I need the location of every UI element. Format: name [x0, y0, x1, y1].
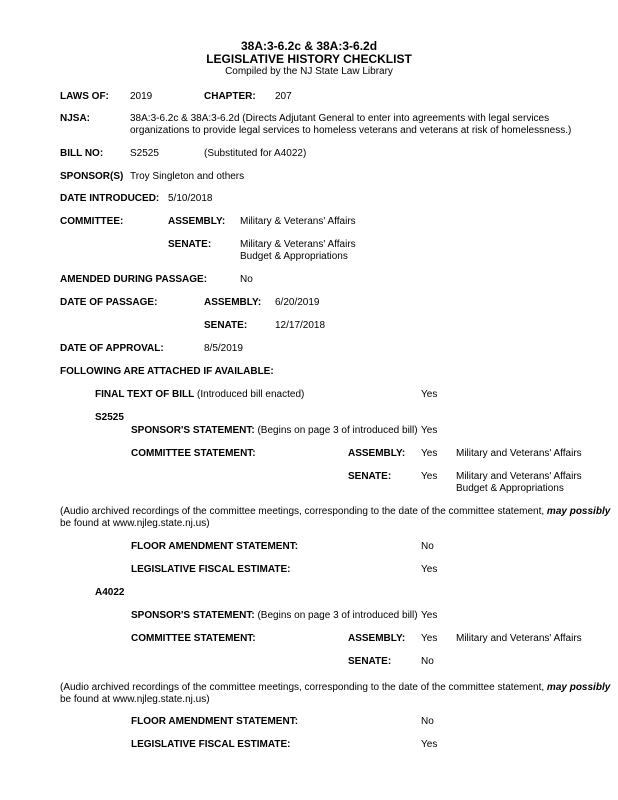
s2525-audio-emphasis: may possibly [546, 506, 611, 517]
committee-assembly-value: Military & Veterans' Affairs [240, 216, 356, 227]
s2525-senate-committee1: Military and Veterans' Affairs [456, 471, 582, 482]
attached-heading: FOLLOWING ARE ATTACHED IF AVAILABLE: [60, 366, 274, 377]
chapter-value: 207 [275, 91, 292, 102]
a4022-floor-label: FLOOR AMENDMENT STATEMENT: [131, 716, 299, 727]
passage-assembly-value: 6/20/2019 [275, 297, 320, 308]
s2525-sponsor-note: (Begins on page 3 of introduced bill) [257, 425, 418, 436]
date-introduced-label: DATE INTRODUCED: [60, 193, 160, 204]
sponsors-label: SPONSOR(S) [60, 171, 124, 182]
a4022-committee-label: COMMITTEE STATEMENT: [131, 633, 256, 644]
a4022-audio-line2: be found at www.njleg.state.nj.us) [60, 694, 210, 705]
s2525-senate-committee2: Budget & Appropriations [456, 483, 564, 494]
date-introduced-value: 5/10/2018 [168, 193, 213, 204]
s2525-fiscal-value: Yes [421, 564, 438, 575]
s2525-sponsor-label: SPONSOR'S STATEMENT: [131, 425, 255, 436]
passage-senate-value: 12/17/2018 [275, 320, 326, 331]
a4022-bill-label: A4022 [95, 587, 125, 598]
committee-label: COMMITTEE: [60, 216, 124, 227]
a4022-senate-label: SENATE: [348, 656, 392, 667]
s2525-senate-label: SENATE: [348, 471, 392, 482]
a4022-audio-text: (Audio archived recordings of the committee meetings, corresponding to the date of the committee statement, [60, 682, 545, 693]
approval-value: 8/5/2019 [204, 343, 243, 354]
amended-label: AMENDED DURING PASSAGE: [60, 274, 208, 285]
passage-assembly-label: ASSEMBLY: [204, 297, 262, 308]
s2525-bill-label: S2525 [95, 412, 124, 423]
s2525-assembly-value: Yes [421, 448, 438, 459]
amended-value: No [240, 274, 253, 285]
s2525-senate-value: Yes [421, 471, 438, 482]
a4022-floor-value: No [421, 716, 434, 727]
a4022-senate-value: No [421, 656, 434, 667]
a4022-assembly-value: Yes [421, 633, 438, 644]
committee-senate-label: SENATE: [168, 239, 212, 250]
s2525-floor-label: FLOOR AMENDMENT STATEMENT: [131, 541, 299, 552]
bill-no-label: BILL NO: [60, 148, 104, 159]
s2525-assembly-label: ASSEMBLY: [348, 448, 406, 459]
final-text-row [95, 389, 304, 401]
final-text-note: (Introduced bill enacted) [197, 389, 305, 400]
a4022-sponsor-value: Yes [421, 610, 438, 621]
passage-senate-label: SENATE: [204, 320, 248, 331]
s2525-audio-line1 [60, 506, 610, 518]
s2525-audio-line2: be found at www.njleg.state.nj.us) [60, 518, 210, 529]
a4022-fiscal-value: Yes [421, 739, 438, 750]
a4022-fiscal-label: LEGISLATIVE FISCAL ESTIMATE: [131, 739, 291, 750]
s2525-fiscal-label: LEGISLATIVE FISCAL ESTIMATE: [131, 564, 291, 575]
passage-label: DATE OF PASSAGE: [60, 297, 158, 308]
a4022-sponsor-label: SPONSOR'S STATEMENT: [131, 610, 255, 621]
laws-of-value: 2019 [130, 91, 153, 102]
njsa-line1: 38A:3-6.2c & 38A:3-6.2d (Directs Adjutant General to enter into agreements with legal services [130, 113, 550, 124]
a4022-sponsor-row [131, 610, 418, 622]
s2525-sponsor-value: Yes [421, 425, 438, 436]
document-subtitle: LEGISLATIVE HISTORY CHECKLIST [206, 52, 412, 66]
a4022-assembly-committee: Military and Veterans' Affairs [456, 633, 582, 644]
njsa-label: NJSA: [60, 113, 91, 124]
compiled-by: Compiled by the NJ State Law Library [225, 66, 393, 77]
document-title: 38A:3-6.2c & 38A:3-6.2d [240, 39, 378, 53]
committee-assembly-label: ASSEMBLY: [168, 216, 226, 227]
sponsors-value: Troy Singleton and others [130, 171, 245, 182]
a4022-audio-emphasis: may possibly [546, 682, 611, 693]
s2525-sponsor-row [131, 425, 418, 437]
chapter-label: CHAPTER: [204, 91, 256, 102]
bill-no-value: S2525 [130, 148, 159, 159]
s2525-committee-label: COMMITTEE STATEMENT: [131, 448, 256, 459]
final-text-label: FINAL TEXT OF BILL [95, 389, 195, 400]
approval-label: DATE OF APPROVAL: [60, 343, 164, 354]
final-text-value: Yes [421, 389, 438, 400]
a4022-audio-line1 [60, 682, 610, 694]
bill-no-note: (Substituted for A4022) [204, 148, 307, 159]
laws-of-label: LAWS OF: [60, 91, 109, 102]
s2525-floor-value: No [421, 541, 434, 552]
s2525-assembly-committee: Military and Veterans' Affairs [456, 448, 582, 459]
s2525-audio-text: (Audio archived recordings of the committee meetings, corresponding to the date of the committee statement, [60, 506, 545, 517]
a4022-assembly-label: ASSEMBLY: [348, 633, 406, 644]
njsa-line2: organizations to provide legal services to homeless veterans and veterans at risk of homelessness.) [130, 125, 572, 136]
committee-senate-value1: Military & Veterans' Affairs [240, 239, 356, 250]
committee-senate-value2: Budget & Appropriations [240, 251, 348, 262]
a4022-sponsor-note: (Begins on page 3 of introduced bill) [257, 610, 418, 621]
